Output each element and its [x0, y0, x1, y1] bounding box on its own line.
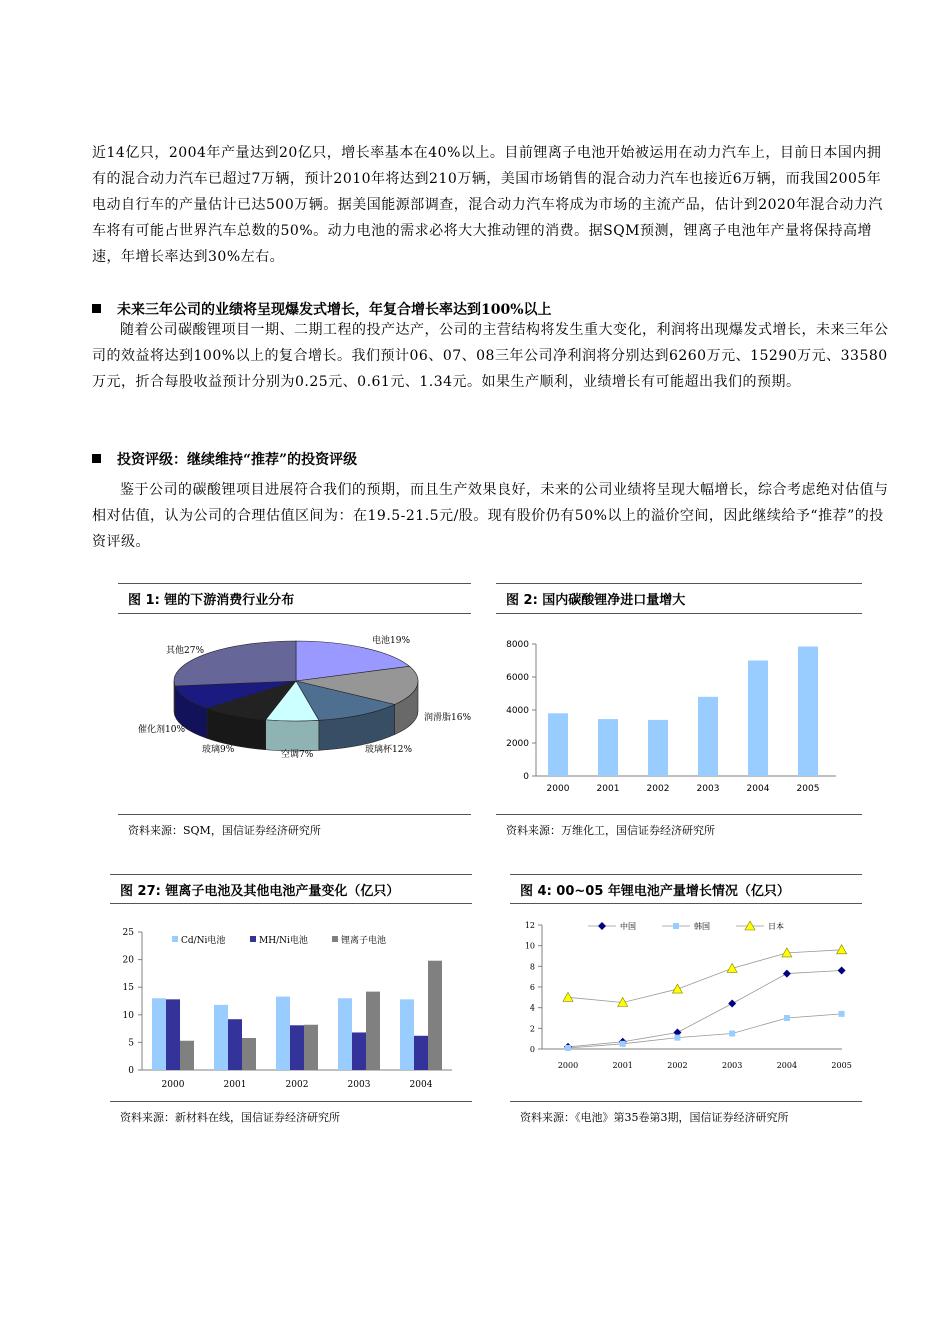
bar-Cd/Ni电池-2002: [276, 997, 290, 1070]
point-中国-2005: [838, 966, 846, 974]
figure-27-source: 资料来源：新材料在线，国信证券经济研究所: [120, 1111, 340, 1124]
x-tick-label: 2004: [746, 784, 770, 794]
figure-4-source: 资料来源：《电池》第35卷第3期，国信证券经济研究所: [520, 1111, 789, 1124]
paragraph-valuation: 鉴于公司的碳酸锂项目进展符合我们的预期，而且生产效果良好，未来的公司业绩将呈现大幅增长，综合考虑绝对估值与相对估值，认为公司的合理估值区间为：在19.5-21.5元/股。现有股价仍有50%以上的溢价空间，因此继续给予“推荐”的投资评级。: [92, 482, 889, 550]
figure-top-rule: [118, 583, 471, 584]
y-tick-label: 0: [529, 1045, 535, 1054]
y-tick-label: 5: [128, 1038, 134, 1049]
figure-rule: [118, 613, 471, 614]
point-日本-2003: [727, 963, 737, 972]
legend-swatch-锂离子电池: [332, 936, 338, 942]
legend-swatch-MH/Ni电池: [250, 936, 256, 942]
y-tick-label: 4000: [506, 706, 529, 716]
y-tick-label: 15: [122, 983, 134, 994]
bar-chart-lithium-carbonate-imports: [496, 616, 862, 812]
x-tick-label: 2002: [646, 784, 670, 794]
figure-1-source: 资料来源：SQM，国信证券经济研究所: [128, 824, 321, 837]
x-tick-label: 2005: [831, 1061, 852, 1070]
bar-Cd/Ni电池-2003: [338, 998, 352, 1070]
pie-label-玻璃: 玻璃9%: [202, 745, 235, 755]
bar-chart-battery-production: [110, 906, 472, 1096]
legend-swatch-Cd/Ni电池: [172, 936, 178, 942]
bar-锂离子电池-2002: [304, 1025, 318, 1070]
figure-rule: [110, 903, 472, 904]
x-tick-label: 2001: [612, 1061, 633, 1070]
x-tick-label: 2005: [796, 784, 820, 794]
bar-MH/Ni电池-2003: [352, 1032, 366, 1070]
bar-2003: [698, 697, 718, 776]
heading-text: 未来三年公司的业绩将呈现爆发式增长，年复合增长率达到100%以上: [117, 302, 552, 318]
bar-锂离子电池-2001: [242, 1038, 256, 1070]
x-tick-label: 2001: [596, 784, 620, 794]
x-tick-label: 2004: [409, 1080, 433, 1090]
figure-bottom-rule: [110, 1101, 472, 1102]
figure-rule: [510, 903, 862, 904]
y-tick-label: 20: [122, 955, 134, 966]
bar-2005: [798, 646, 818, 776]
figure-bottom-rule: [118, 814, 471, 815]
bullet-square-icon: [92, 304, 101, 313]
legend-label-锂离子电池: 锂离子电池: [341, 936, 387, 946]
pie-label-润滑脂: 润滑脂16%: [424, 713, 471, 723]
figure-rule: [496, 613, 862, 614]
line-chart-lithium-battery-output: [510, 906, 862, 1096]
y-tick-label: 12: [524, 921, 535, 930]
figure-1-title: 图 1: 锂的下游消费行业分布: [128, 593, 295, 608]
figure-bottom-rule: [496, 814, 862, 815]
point-中国-2003: [728, 1000, 736, 1008]
y-tick-label: 0: [128, 1066, 134, 1076]
point-日本-2005: [837, 945, 847, 954]
figure-2-source: 资料来源：万维化工，国信证券经济研究所: [506, 824, 715, 837]
point-韩国-2003: [729, 1031, 735, 1037]
bar-2002: [648, 720, 668, 776]
y-tick-label: 6: [529, 983, 535, 992]
y-tick-label: 2000: [506, 739, 529, 749]
paragraph-lithium-battery-demand: 近14亿只，2004年产量达到20亿只，增长率基本在40%以上。目前锂离子电池开始被运用在动力汽车上，目前日本国内拥有的混合动力汽车已超过7万辆，预计2010年将达到210万辆，美国市场销售的混合动力汽车也接近6万辆，而我国2005年电动自行车的产量估计已达500万辆。据美国能源部调查，混合动力汽车将成为市场的主流产品，估计到2020年混合动力汽车将有可能占世界汽车总数的50%。动力电池的需求必将大大推动锂的消费。据SQM预测，锂离子电池年产量将保持高增速，年增长率达到30%左右。: [92, 145, 883, 265]
pie-chart-lithium-consumption: [118, 616, 471, 812]
x-tick-label: 2002: [667, 1061, 688, 1070]
x-tick-label: 2003: [696, 784, 720, 794]
bar-MH/Ni电池-2004: [414, 1036, 428, 1070]
legend-label-MH/Ni电池: MH/Ni电池: [259, 936, 308, 946]
legend-label-Cd/Ni电池: Cd/Ni电池: [181, 936, 226, 946]
pie-label-空调: 空调7%: [281, 750, 314, 760]
point-韩国-2002: [674, 1035, 680, 1041]
x-tick-label: 2000: [557, 1061, 579, 1070]
bar-MH/Ni电池-2001: [228, 1019, 242, 1070]
point-韩国-2001: [620, 1041, 626, 1047]
figure-top-rule: [110, 874, 472, 875]
figure-bottom-rule: [510, 1101, 862, 1102]
bar-Cd/Ni电池-2001: [214, 1005, 228, 1070]
x-tick-label: 2001: [223, 1080, 247, 1090]
legend-marker-日本: [745, 921, 755, 930]
y-tick-label: 8000: [506, 640, 529, 650]
figure-top-rule: [496, 583, 862, 584]
figure-top-rule: [510, 874, 862, 875]
pie-label-其他: 其他27%: [166, 646, 205, 656]
legend-label-中国: 中国: [620, 922, 636, 931]
bar-锂离子电池-2003: [366, 992, 380, 1070]
section-heading-earnings-growth: [92, 299, 552, 319]
y-tick-label: 10: [524, 941, 535, 951]
heading-text: 投资评级：继续维持“推荐”的投资评级: [117, 452, 358, 468]
bar-2000: [548, 713, 568, 776]
point-日本-2000: [563, 992, 573, 1001]
point-中国-2004: [783, 970, 791, 978]
y-tick-label: 6000: [506, 673, 529, 683]
x-tick-label: 2002: [285, 1080, 309, 1090]
y-tick-label: 10: [122, 1010, 134, 1021]
point-日本-2002: [672, 984, 682, 993]
pie-side-空调: [266, 720, 319, 751]
pie-label-催化剂: 催化剂10%: [138, 725, 186, 735]
legend-label-韩国: 韩国: [694, 922, 710, 931]
section-heading-investment-rating: [92, 449, 357, 469]
x-tick-label: 2003: [721, 1061, 743, 1070]
bar-Cd/Ni电池-2004: [400, 999, 414, 1070]
point-韩国-2004: [784, 1015, 790, 1021]
y-tick-label: 25: [122, 928, 134, 938]
y-tick-label: 8: [529, 962, 535, 972]
paragraph-earnings-forecast: 随着公司碳酸锂项目一期、二期工程的投产达产，公司的主营结构将发生重大变化，利润将出现爆发式增长，未来三年公司的效益将达到100%以上的复合增长。我们预计06、07、08三年公司净利润将分别达到6260万元、15290万元、33580万元，折合每股收益预计分别为0.25元、0.61元、1.34元。如果生产顺利，业绩增长有可能超出我们的预期。: [92, 322, 889, 390]
bar-2004: [748, 661, 768, 777]
x-tick-label: 2003: [347, 1080, 371, 1090]
bar-锂离子电池-2004: [428, 961, 442, 1070]
bullet-square-icon: [92, 454, 101, 463]
y-tick-label: 2: [529, 1024, 535, 1034]
bar-MH/Ni电池-2002: [290, 1025, 304, 1070]
x-tick-label: 2000: [546, 784, 570, 794]
pie-label-玻璃杯: 玻璃杯12%: [365, 745, 413, 755]
legend-marker-中国: [598, 922, 606, 930]
figure-27-title: 图 27: 锂离子电池及其他电池产量变化（亿只）: [120, 884, 400, 899]
pie-label-电池: 电池19%: [372, 636, 411, 646]
bar-2001: [598, 719, 618, 776]
bar-锂离子电池-2000: [180, 1041, 194, 1070]
line-日本: [568, 950, 842, 1003]
figure-4-title: 图 4: 00~05 年锂电池产量增长情况（亿只）: [520, 884, 790, 899]
x-tick-label: 2000: [161, 1080, 185, 1090]
figure-2-title: 图 2: 国内碳酸锂净进口量增大: [506, 593, 686, 608]
legend-marker-韩国: [673, 923, 679, 929]
y-tick-label: 4: [529, 1003, 535, 1013]
point-韩国-2005: [839, 1011, 845, 1017]
bar-Cd/Ni电池-2000: [152, 998, 166, 1070]
legend-label-日本: 日本: [768, 922, 784, 931]
point-韩国-2000: [565, 1045, 571, 1051]
y-tick-label: 0: [523, 772, 529, 782]
bar-MH/Ni电池-2000: [166, 999, 180, 1070]
x-tick-label: 2004: [776, 1061, 798, 1070]
